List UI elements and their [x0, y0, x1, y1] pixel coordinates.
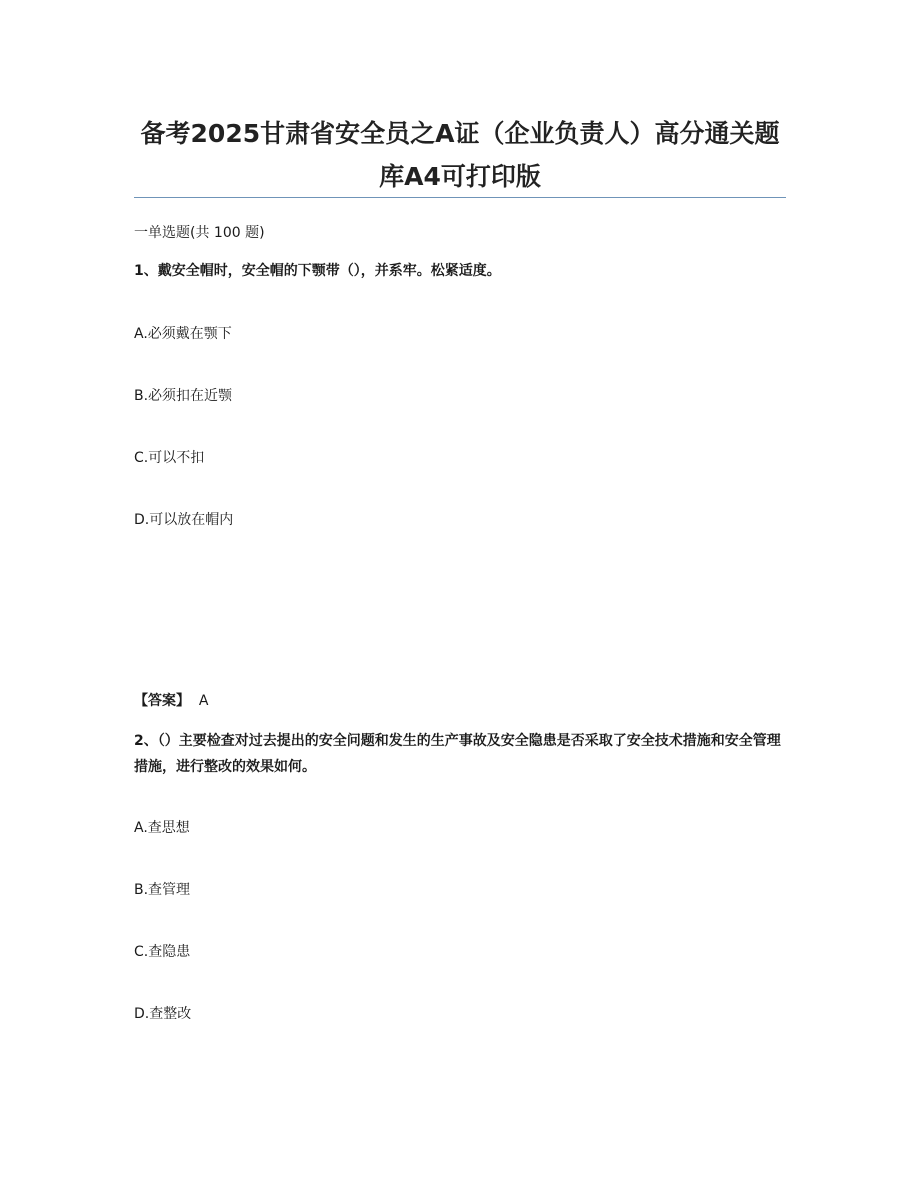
question-1-answer — [134, 688, 208, 714]
question-1-option-a: A.必须戴在颚下 — [134, 326, 232, 342]
answer-value: A — [198, 693, 209, 709]
question-1-option-c: C.可以不扣 — [134, 450, 205, 466]
question-2-stem: 2、（）主要检查对过去提出的安全问题和发生的生产事故及安全隐患是否采取了安全技术措施和安全管理措施，进行整改的效果如何。 — [134, 733, 781, 775]
question-2-option-b: B.查管理 — [134, 882, 191, 898]
page-title: 备考2025甘肃省安全员之A证（企业负责人）高分通关题库A4可打印版 — [140, 119, 780, 191]
title-divider — [134, 197, 786, 198]
question-2-option-c: C.查隐患 — [134, 944, 191, 960]
section-header: 一单选题(共 100 题) — [134, 225, 265, 241]
question-1-stem: 1、戴安全帽时，安全帽的下颚带（），并系牢。松紧适度。 — [134, 263, 501, 279]
answer-label: 【答案】 — [134, 693, 190, 709]
question-2-option-a: A.查思想 — [134, 820, 190, 836]
question-1-option-d: D.可以放在帽内 — [134, 512, 234, 528]
question-1-option-b: B.必须扣在近颚 — [134, 388, 233, 404]
question-2-option-d: D.查整改 — [134, 1006, 192, 1022]
